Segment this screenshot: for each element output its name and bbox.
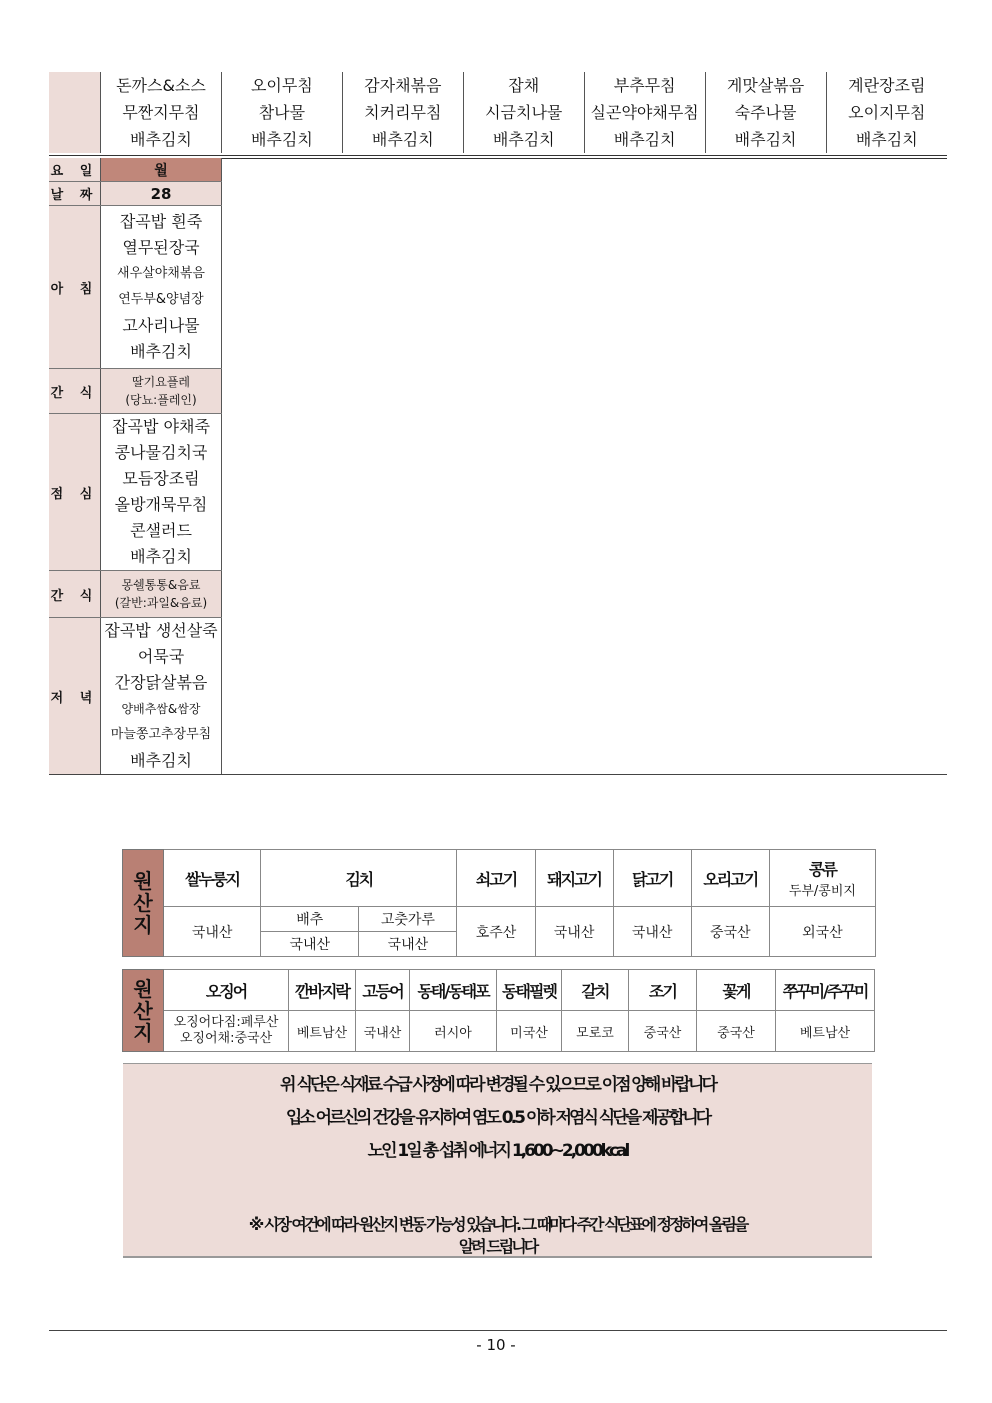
origin-value: 호주산: [457, 907, 535, 957]
origin-value: 국내산: [356, 1011, 410, 1052]
menu-item: 숙주나물: [734, 103, 797, 122]
menu-item: 열무된장국: [122, 238, 200, 257]
menu-item: 부추무침: [613, 76, 676, 95]
origin-side-label: 원 산 지: [123, 850, 164, 957]
menu-item: 배추김치: [734, 130, 797, 149]
origin-side-label: 원 산 지: [123, 970, 164, 1052]
origin-header: 오리고기: [691, 850, 769, 907]
lunch-label: 점 심: [49, 414, 101, 571]
notice-line: 위 식단은 식재료 수급 사정에 따라 변경될 수 있으므로 이점 양해 바랍니다: [280, 1075, 715, 1095]
menu-item: 배추김치: [613, 130, 676, 149]
breakfast-menu: [101, 206, 222, 369]
origin-subheader: 고춧가루: [359, 907, 457, 932]
weekday-label: 요 일: [49, 158, 101, 182]
origin-value: 미국산: [497, 1011, 562, 1052]
menu-cell: [584, 72, 705, 153]
origin-header: 고등어: [356, 970, 410, 1011]
breakfast-label: 아 침: [49, 206, 101, 369]
date-value: 28: [101, 182, 222, 206]
origin-value: 중국산: [629, 1011, 697, 1052]
menu-item: 치커리무침: [364, 103, 442, 122]
menu-item: 무짠지무침: [122, 103, 200, 122]
menu-item: 마늘쫑고추장무침: [110, 727, 212, 742]
origin-value-squid: [164, 1011, 289, 1052]
menu-item: 배추김치: [371, 130, 434, 149]
origin-header: 김치: [261, 850, 457, 907]
row-label-cell: [49, 72, 101, 153]
menu-cell: [705, 72, 826, 153]
origin-header: 돼지고기: [535, 850, 613, 907]
menu-item: 잡채: [508, 76, 540, 95]
menu-item: 딸기요플레: [132, 375, 190, 389]
origin-header: 동태필렛: [497, 970, 562, 1011]
origin-header-bean: [769, 850, 875, 907]
origin-value: 국내산: [261, 932, 359, 957]
notice-line: 노인 1일 총 섭취 에너지 1,600~2,000kcal: [367, 1141, 628, 1161]
menu-cell: [463, 72, 584, 153]
menu-item: 시금치나물: [485, 103, 563, 122]
menu-item: 잡곡밥 흰죽: [119, 212, 203, 231]
menu-item: 새우살야채볶음: [117, 266, 205, 281]
menu-item: 배추김치: [130, 751, 192, 770]
prev-week-menu-row: [49, 72, 947, 153]
menu-item: 양배추쌈&쌈장: [121, 702, 201, 716]
snack2-label: 간 식: [49, 571, 101, 618]
origin-header: 닭고기: [613, 850, 691, 907]
origin-header: 콩류: [808, 860, 836, 879]
menu-cell: [826, 72, 947, 153]
menu-item: 오이지무침: [848, 103, 926, 122]
menu-item: 배추김치: [855, 130, 918, 149]
origin-value: 베트남산: [776, 1011, 875, 1052]
table-bottom-border: [49, 774, 947, 775]
notice-footnote: ※ 시장 여건에 따라 원산지 변동 가능성 있습니다. 그 때마다 주간 식단표에 정정하여 올림을: [248, 1215, 747, 1234]
notice-line: 입소 어르신의 건강을 유지하여 염도 0.5 이하 저염식 식단을 제공합니다: [285, 1108, 710, 1128]
menu-item: 계란장조림: [848, 76, 926, 95]
snack1-label: 간 식: [49, 369, 101, 414]
menu-item: 돈까스&소스: [116, 76, 206, 95]
origin-value: 국내산: [613, 907, 691, 957]
menu-item: 배추김치: [250, 130, 313, 149]
origin-value: 국내산: [164, 907, 261, 957]
origin-value: 오징어다짐:페루산: [173, 1015, 279, 1030]
origin-header: 꽃게: [697, 970, 776, 1011]
origin-value: 베트남산: [289, 1011, 356, 1052]
origin-table-meat: [122, 849, 876, 957]
menu-item: 콘샐러드: [130, 521, 192, 540]
origin-value: 외국산: [769, 907, 875, 957]
menu-item: 고사리나물: [122, 316, 200, 335]
menu-item: 오이무침: [250, 76, 313, 95]
menu-item: 잡곡밥 생선살죽: [104, 621, 218, 640]
footer-rule: [49, 1330, 947, 1331]
lunch-menu: [101, 414, 222, 571]
menu-item: 연두부&양념장: [118, 292, 204, 307]
dinner-menu: [101, 618, 222, 775]
snack1-menu: [101, 369, 222, 414]
origin-header: 쇠고기: [457, 850, 535, 907]
origin-header: 동태/동태포: [410, 970, 497, 1011]
menu-item: 배추김치: [130, 130, 192, 149]
menu-item: 잡곡밥 야채죽: [112, 417, 210, 436]
origin-value: 러시아: [410, 1011, 497, 1052]
menu-item: 게맛살볶음: [726, 76, 805, 95]
menu-item: 올방개묵무침: [114, 495, 208, 514]
menu-item: 몽쉘통통&음료: [121, 578, 201, 592]
origin-header: 갈치: [562, 970, 629, 1011]
origin-header: 쭈꾸미/주꾸미: [776, 970, 875, 1011]
menu-item: 간장닭살볶음: [114, 673, 208, 692]
weekday-value: 월: [101, 158, 222, 182]
origin-header: 오징어: [164, 970, 289, 1011]
origin-value: 오징어채:중국산: [179, 1031, 273, 1046]
menu-item: 어묵국: [137, 647, 185, 666]
menu-item: 감자채볶음: [364, 76, 442, 95]
origin-header: 조기: [629, 970, 697, 1011]
page-number: - 10 -: [476, 1336, 516, 1354]
origin-header: 깐바지락: [289, 970, 356, 1011]
snack2-menu: [101, 571, 222, 618]
origin-subheader: 배추: [261, 907, 359, 932]
menu-item: (갈반:과일&음료): [114, 596, 208, 610]
origin-subheader: 두부/콩비지: [788, 884, 856, 899]
menu-cell: [342, 72, 463, 153]
menu-cell: [221, 72, 342, 153]
menu-item: (당뇨:플레인): [125, 393, 197, 407]
date-label: 날 짜: [49, 182, 101, 206]
origin-header: 쌀누룽지: [164, 850, 261, 907]
menu-cell: [101, 72, 222, 153]
menu-item: 배추김치: [492, 130, 555, 149]
origin-value: 모로코: [562, 1011, 629, 1052]
origin-value: 중국산: [691, 907, 769, 957]
dinner-label: 저 녁: [49, 618, 101, 775]
menu-item: 배추김치: [130, 342, 192, 361]
origin-value: 국내산: [359, 932, 457, 957]
notice-footnote: 알려 드립니다: [458, 1237, 537, 1256]
origin-value: 국내산: [535, 907, 613, 957]
menu-item: 콩나물김치국: [114, 443, 208, 462]
notice-box: [123, 1063, 872, 1258]
day-menu-table: [49, 158, 222, 774]
menu-item: 실곤약야채무침: [590, 103, 699, 122]
menu-item: 배추김치: [130, 547, 192, 566]
origin-table-seafood: [122, 969, 875, 1052]
origin-value: 중국산: [697, 1011, 776, 1052]
menu-item: 모듬장조림: [122, 469, 200, 488]
menu-item: 참나물: [258, 103, 306, 122]
